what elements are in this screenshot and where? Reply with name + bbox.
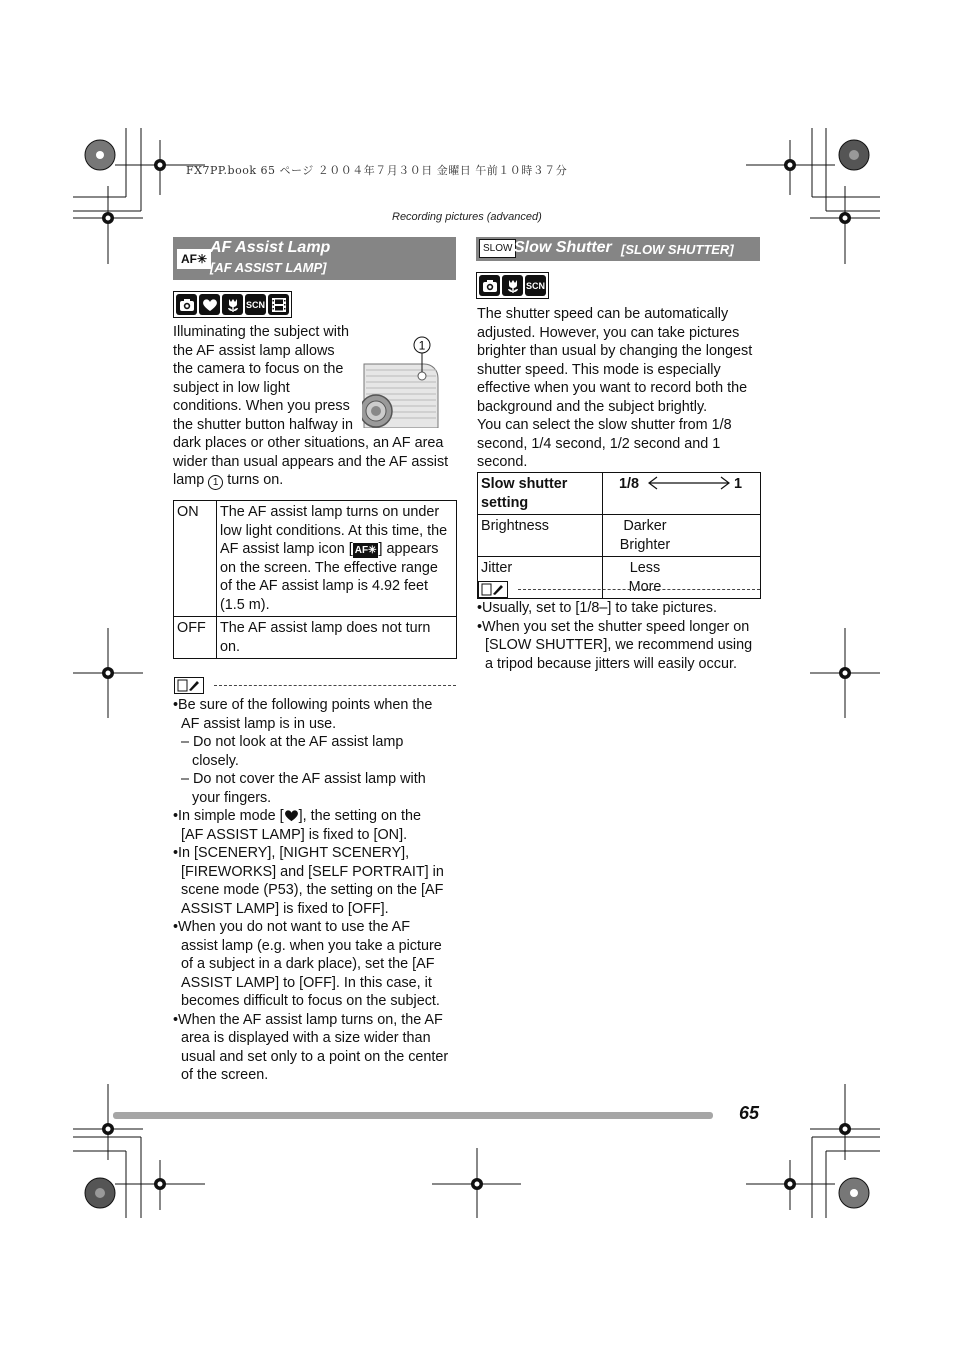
af-assist-lamp-icon: AF✳ (354, 545, 377, 556)
slow-title-bar (476, 237, 760, 261)
table-desc: The AF assist lamp does not turn on. (217, 617, 457, 659)
af-title-bar (173, 237, 456, 280)
af-title: AF Assist Lamp (210, 239, 331, 256)
table-row (174, 617, 457, 659)
double-arrow-icon (647, 476, 731, 490)
slow-shutter-table (477, 472, 761, 599)
print-info: FX7PP.book 65 ページ ２００４年７月３０日 金曜日 午前１０時３７分 (186, 164, 568, 177)
table-key: ON (174, 501, 217, 617)
note-icon (478, 581, 508, 598)
tulip-icon (222, 294, 243, 315)
camera-illustration (362, 334, 442, 428)
slow-mode-icons (476, 272, 549, 299)
af-intro: Illuminating the subject with the AF assist lamp allows the camera to focus on the subject in low light conditions. When you press the shutter button halfway in dark places or other situations, an AF area wider than usual appears and the AF assist lamp 1 turns on. (173, 324, 449, 488)
note-divider (214, 685, 456, 686)
list-item: •When you set the shutter speed longer on [SLOW SHUTTER], we recommend using a tripod because jitters will easily occur. (477, 618, 753, 672)
table-header: Slow shutter setting (478, 473, 603, 515)
list-item: •Usually, set to [1/8–] to take pictures. (477, 600, 717, 616)
slow-shutter-badge-icon: SLOW (479, 239, 516, 258)
table-row (174, 501, 457, 617)
film-icon (268, 294, 289, 315)
list-item: •When you do not want to use the AF assist lamp (e.g. when you take a picture of a subject in a dark place), set the [AF ASSIST LAMP] to [OFF]. In this case, it becomes difficult to focus on the subject. (173, 919, 442, 1009)
list-item: •When the AF assist lamp turns on, the AF area is displayed with a size wider than usual and set only to a point on the center of the screen. (173, 1011, 449, 1083)
table-row (478, 473, 761, 515)
note-icon (174, 677, 204, 694)
scene-mode-icon: SCN (245, 294, 266, 315)
af-subtitle: [AF ASSIST LAMP] (210, 260, 327, 275)
camera-icon (176, 294, 197, 315)
table-row: Brightness DarkerBrighter (478, 515, 761, 557)
callout-1-icon: 1 (208, 475, 223, 490)
camera-icon (479, 275, 500, 296)
slow-notes-list (477, 599, 761, 673)
heart-icon (284, 809, 299, 822)
callout-1-text: 1 (418, 338, 426, 353)
page-number: 65 (739, 1103, 760, 1123)
shutter-range: 1/8 1 (603, 473, 761, 515)
table-key: OFF (174, 617, 217, 659)
list-item: •In simple mode [ ], the setting on the [AF ASSIST LAMP] is fixed to [ON]. (173, 808, 422, 843)
af-mode-icons (173, 291, 292, 318)
slow-title: Slow Shutter (514, 239, 612, 256)
list-item: •Be sure of the following points when the AF assist lamp is in use. – Do not look at the AF assist lamp closely. – Do not cover the AF assist lamp with your fingers. (173, 697, 433, 806)
note-divider (518, 589, 760, 590)
section-header: Recording pictures (advanced) (392, 211, 542, 223)
af-assist-badge-icon: AF✳ (177, 249, 211, 269)
slow-subtitle: [SLOW SHUTTER] (621, 242, 734, 257)
footer-bar (113, 1112, 713, 1119)
slow-intro: The shutter speed can be automatically adjusted. However, you can take pictures brighter than usual by changing the longest shutter speed. This mode is especially effective when you want to record both the background and the subject brightly. You can select the slow shutter from 1/8 second, 1/4 second, 1/2 second and 1 second. (477, 306, 753, 470)
af-notes-list (173, 696, 457, 1085)
heart-icon (199, 294, 220, 315)
list-item: •In [SCENERY], [NIGHT SCENERY], [FIREWORKS] and [SELF PORTRAIT] in scene mode (P53), the setting on the [AF ASSIST LAMP] is fixed to [OFF]. (173, 845, 444, 917)
scene-mode-icon: SCN (525, 275, 546, 296)
table-desc: The AF assist lamp turns on under low light conditions. At this time, the AF assist lamp icon [ AF✳ ] appears on the screen. The effective range of the AF assist lamp is 4.92 feet (1.5 m). (217, 501, 457, 617)
af-settings-table (173, 500, 457, 659)
tulip-icon (502, 275, 523, 296)
table-row: Jitter LessMore (478, 557, 761, 599)
